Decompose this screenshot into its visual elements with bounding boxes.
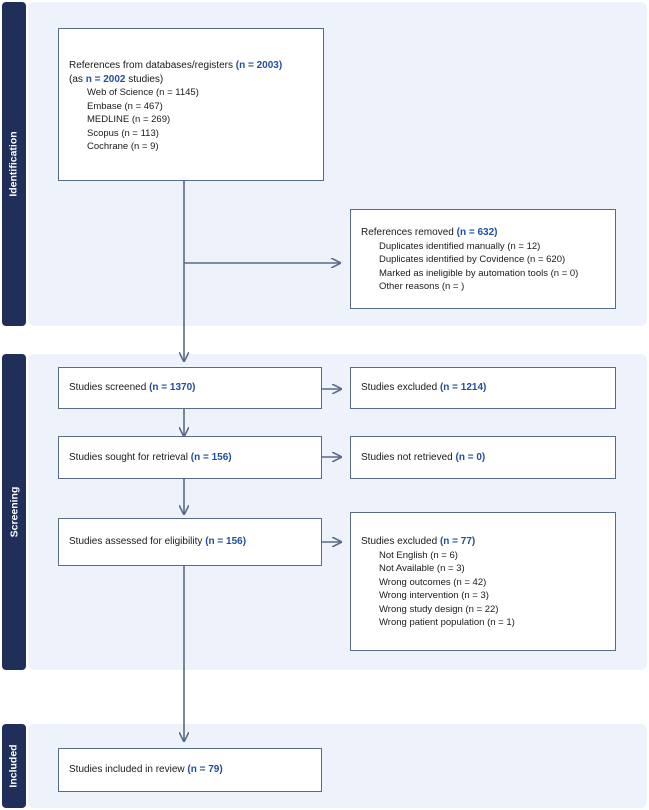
source-item: Scopus (n = 113) (87, 127, 159, 139)
removed-count: (n = 632) (456, 227, 498, 238)
studies-line (69, 73, 313, 87)
removed-item: Other reasons (n = ) (379, 281, 465, 292)
retrieval-label: Studies sought for retrieval (69, 451, 188, 463)
studies-prefix: (as (69, 73, 83, 85)
not-retrieved-count: (n = 0) (455, 451, 486, 463)
included-count: (n = 79) (187, 764, 223, 776)
excluded2-label: Studies excluded (361, 536, 438, 547)
removed-label: References removed (361, 227, 454, 238)
exclusion-reason: Wrong patient population (n = 1) (379, 617, 515, 628)
excluded2-line (361, 535, 605, 549)
studies-excluded-reasons-box (350, 512, 616, 651)
references-box (58, 28, 324, 181)
studies-eligibility-box (58, 518, 322, 566)
removed-item: Duplicates identified by Covidence (n = 620) (379, 254, 566, 265)
references-label: References from databases/registers (69, 60, 233, 71)
exclusion-reason: Wrong outcomes (n = 42) (379, 576, 487, 588)
removed-line (361, 226, 605, 240)
studies-count: n = 2002 (85, 73, 126, 85)
studies-retrieval-box (58, 436, 322, 479)
included-label: Studies included in review (69, 764, 185, 776)
phase-identification-label: Identification (8, 131, 20, 197)
screened-count: (n = 1370) (149, 382, 196, 394)
not-retrieved-label: Studies not retrieved (361, 451, 453, 463)
studies-screened-box (58, 367, 322, 409)
studies-suffix: studies) (128, 73, 164, 85)
removed-item: Duplicates identified manually (n = 12) (379, 240, 541, 252)
eligibility-label: Studies assessed for eligibility (69, 536, 203, 548)
exclusion-reason: Not English (n = 6) (379, 549, 458, 561)
phase-screening-label: Screening (8, 486, 20, 538)
source-item: MEDLINE (n = 269) (87, 114, 171, 125)
source-item: Cochrane (n = 9) (87, 141, 159, 152)
studies-excluded-box (350, 367, 616, 409)
exclusion-reason: Not Available (n = 3) (379, 563, 465, 574)
studies-included-box (58, 748, 322, 792)
retrieval-count: (n = 156) (190, 451, 232, 463)
studies-not-retrieved-box (350, 436, 616, 479)
removed-item: Marked as ineligible by automation tools (n = 0) (379, 267, 579, 279)
phase-included-label: Included (8, 744, 21, 788)
eligibility-count: (n = 156) (205, 536, 247, 548)
source-item: Web of Science (n = 1145) (87, 87, 199, 98)
references-removed-box (350, 209, 616, 309)
exclusion-reason: Wrong intervention (n = 3) (379, 590, 489, 601)
excluded1-count: (n = 1214) (439, 382, 487, 394)
source-item: Embase (n = 467) (87, 100, 163, 112)
references-count: (n = 2003) (235, 60, 283, 71)
references-line (69, 59, 313, 73)
excluded2-count: (n = 77) (439, 536, 476, 547)
exclusion-reason: Wrong study design (n = 22) (379, 603, 499, 615)
excluded1-label: Studies excluded (361, 382, 438, 394)
screened-label: Studies screened (69, 382, 147, 394)
